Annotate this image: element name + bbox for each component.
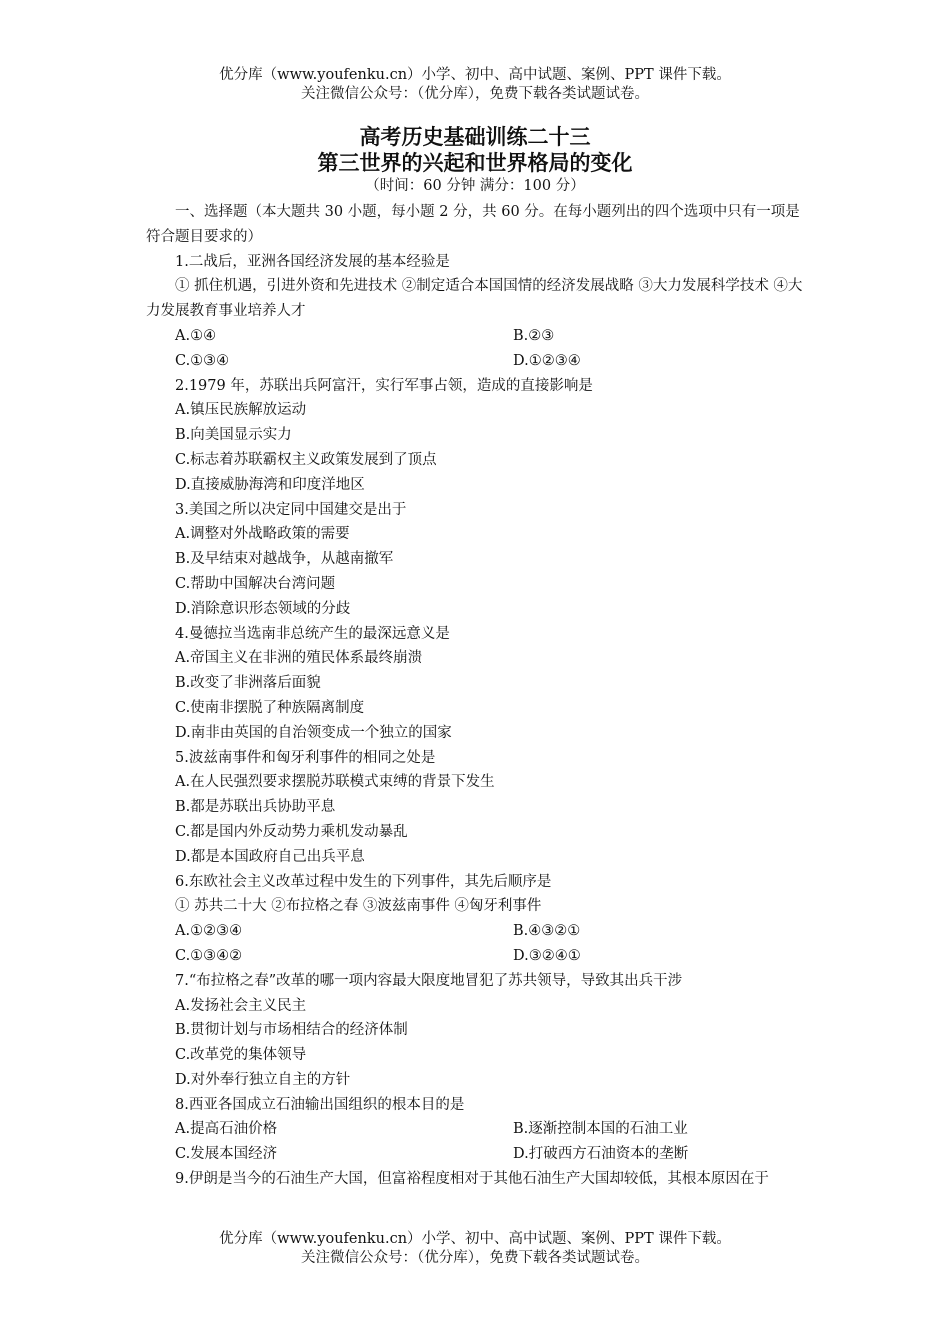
question-7-stem: 7.“布拉格之春”改革的哪一项内容最大限度地冒犯了苏共领导，导致其出兵干涉 [175, 972, 683, 989]
question-2-option-b: B.向美国显示实力 [175, 427, 292, 444]
question-1-option-d: D.①②③④ [513, 352, 581, 369]
question-1-items: ① 抓住机遇，引进外资和先进技术 ②制定适合本国国情的经济发展战略 ③大力发展科学技术 ④大力发展教育事业培养人才 [146, 278, 803, 320]
question-7-option-b: B.贯彻计划与市场相结合的经济体制 [175, 1022, 408, 1039]
page-footer [0, 1230, 950, 1268]
question-6-option-d: D.③②④① [513, 947, 581, 964]
section-intro: 一、选择题（本大题共 30 小题，每小题 2 分，共 60 分。在每小题列出的四个选项中只有一项是符合题目要求的） [146, 204, 800, 245]
question-4-option-b: B.改变了非洲落后面貌 [175, 675, 321, 692]
question-6-stem: 6.东欧社会主义改革过程中发生的下列事件，其先后顺序是 [175, 873, 552, 890]
question-2-option-c: C.标志着苏联霸权主义政策发展到了顶点 [175, 451, 437, 468]
question-5-option-b: B.都是苏联出兵协助平息 [175, 799, 336, 816]
question-2-option-d: D.直接威胁海湾和印度洋地区 [175, 476, 365, 493]
question-5-stem: 5.波兹南事件和匈牙利事件的相同之处是 [175, 749, 436, 766]
question-6-items: ① 苏共二十大 ②布拉格之春 ③波兹南事件 ④匈牙利事件 [175, 898, 542, 915]
time-and-score: （时间：60 分钟 满分：100 分） [365, 178, 585, 194]
question-8-options-row-2 [146, 1142, 806, 1167]
question-5-option-a: A.在人民强烈要求摆脱苏联模式束缚的背景下发生 [175, 774, 495, 791]
page-header [0, 66, 950, 104]
question-1-options-row-1 [146, 324, 806, 349]
header-line-2: 关注微信公众号：（优分库），免费下载各类试题试卷。 [301, 86, 649, 102]
question-7-option-c: C.改革党的集体领导 [175, 1047, 307, 1064]
question-content [146, 200, 806, 1192]
question-8-options-row-1 [146, 1117, 806, 1142]
question-6-options-row-2 [146, 944, 806, 969]
question-7-option-a: A.发扬社会主义民主 [175, 997, 307, 1014]
question-5-option-d: D.都是本国政府自己出兵平息 [175, 848, 365, 865]
question-3-option-c: C.帮助中国解决台湾问题 [175, 575, 336, 592]
question-1-option-a: A.①④ [175, 327, 217, 344]
question-3-option-a: A.调整对外战略政策的需要 [175, 526, 350, 543]
question-8-option-a: A.提高石油价格 [175, 1121, 278, 1138]
question-2-option-a: A.镇压民族解放运动 [175, 402, 307, 419]
question-6-option-a: A.①②③④ [175, 923, 243, 940]
question-6-options-row-1 [146, 919, 806, 944]
question-1-option-b: B.②③ [513, 327, 555, 344]
question-9-stem: 9.伊朗是当今的石油生产大国，但富裕程度相对于其他石油生产大国却较低，其根本原因在于 [175, 1171, 769, 1188]
question-5-option-c: C.都是国内外反动势力乘机发动暴乱 [175, 823, 408, 840]
question-6-option-b: B.④③②① [513, 923, 581, 940]
question-3-stem: 3.美国之所以决定同中国建交是出于 [175, 501, 407, 518]
question-4-option-a: A.帝国主义在非洲的殖民体系最终崩溃 [175, 650, 423, 667]
question-8-stem: 8.西亚各国成立石油输出国组织的根本目的是 [175, 1096, 465, 1113]
question-2-stem: 2.1979 年，苏联出兵阿富汗，实行军事占领，造成的直接影响是 [175, 377, 593, 394]
question-6-option-c: C.①③④② [175, 947, 243, 964]
question-4-option-c: C.使南非摆脱了种族隔离制度 [175, 699, 365, 716]
header-line-1: 优分库（www.youfenku.cn）小学、初中、高中试题、案例、PPT 课件下载。 [219, 67, 731, 83]
question-7-option-d: D.对外奉行独立自主的方针 [175, 1071, 351, 1088]
question-3-option-d: D.消除意识形态领域的分歧 [175, 600, 351, 617]
question-4-option-d: D.南非由英国的自治领变成一个独立的国家 [175, 724, 452, 741]
title-block [0, 124, 950, 196]
question-1-options-row-2 [146, 349, 806, 374]
question-8-option-d: D.打破西方石油资本的垄断 [513, 1146, 689, 1163]
question-8-option-b: B.逐渐控制本国的石油工业 [513, 1121, 688, 1138]
question-1-stem: 1.二战后，亚洲各国经济发展的基本经验是 [175, 253, 450, 270]
question-8-option-c: C.发展本国经济 [175, 1146, 278, 1163]
question-1-option-c: C.①③④ [175, 352, 230, 369]
question-3-option-b: B.及早结束对越战争，从越南撤军 [175, 551, 394, 568]
footer-line-2: 关注微信公众号：（优分库），免费下载各类试题试卷。 [301, 1250, 649, 1266]
document-title: 高考历史基础训练二十三 [359, 125, 591, 149]
question-4-stem: 4.曼德拉当选南非总统产生的最深远意义是 [175, 625, 450, 642]
document-subtitle: 第三世界的兴起和世界格局的变化 [317, 151, 633, 175]
footer-line-1: 优分库（www.youfenku.cn）小学、初中、高中试题、案例、PPT 课件下载。 [219, 1231, 731, 1247]
